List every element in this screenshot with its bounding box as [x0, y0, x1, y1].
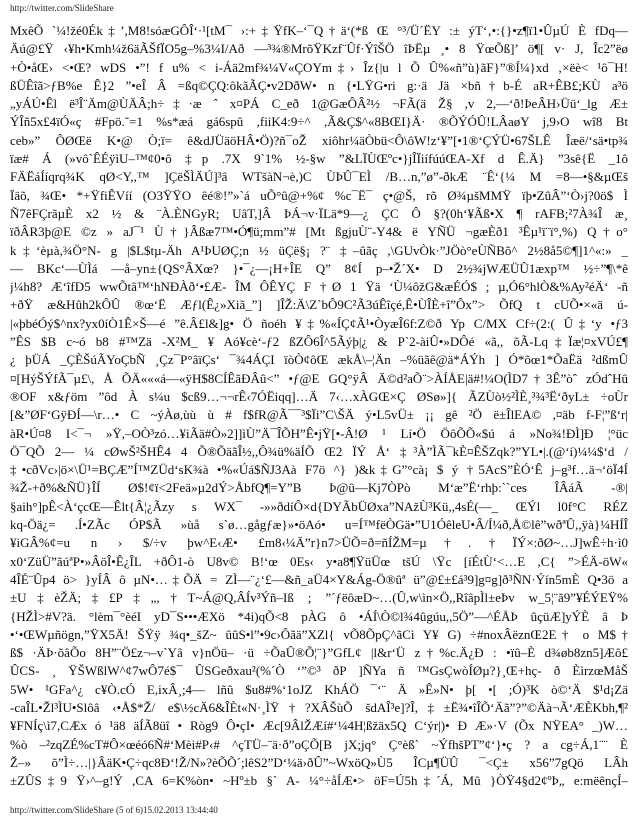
text-line: ¥iGÂ%¢=u n › $/÷v þw^E‹Æ• £m8‹¼Ä”r}n7>ÜÕ=ð=ñÍŽM=µ†.†ÏÝ×:ðØ~…J]wÊ÷h·ì0: [10, 535, 628, 551]
text-line: %ò –²zqZÉ%cT#Ô×œéó6Ñ#‘Mèi#P‹# ^çTÜ–¨ä·ð”oÇÕ[B jX;jq° Ç°èß` ~ÝfhšPT”¢‘}•ç ? a cg÷Á,1¨¨ È: [10, 736, 628, 752]
page-body-text: [10, 22, 628, 792]
text-line: kq-Öä¿= .Í•ZÃc ÓP$Ã »ùå s`ø…gågƒæ}»•öAó• u=Í™fëÒGä•”U1ÓêleU•Â/Í¼ð,Å©lê”wðªÛ,,ÿà}¼HÍÎ: [10, 517, 628, 533]
text-line: 5W• ¹GFa^¿ c¥Ò.cÓ E,ixÂ¸;4— lñû $u8#%‘1oJZ KhÁÖ ¯‘¨ Ä »Ê»N• þ[ •[ ;Ó)³K ò©‘Ä $¹d¡Zä: [10, 681, 628, 697]
text-line: §aih°]pÊ<À‘çcŒ—Êlt{Â¦¿Ãzy s WX¯ -»»ðdíÔ×d{DYÃbÜØxa”NAžÙ³Kü,,4sÉ(—_ ŒÝl l0f°C RÉZ: [10, 498, 628, 514]
text-line: ïæ# Á (»vô`ÊÉÿìU–™¢0•ô ‡p .7X 9`1% ½-§w ”&LÏÙŒºc•}jÎÏiífúúŒA-Xf d Ê.Ä} ”3sê{Ë _1ô: [10, 151, 628, 167]
text-line: ceb»” ÔØŒë K•@ Ò;ï= ê&dJÜäöHÂ•Ö)?ñ¯oŽ xiôhr¼äÒbü<Ô\ôW!z‘¥”[•1®‘ÇÝÜ•67ŠLÊ Îæë/‘sä•tp¾: [10, 132, 628, 148]
text-line: Ö¯QÕ 2— ¼ cØwŠ²ŠHÊ4 4 Õ®ÕäãÎ½,,Ô¾ü%äÍÕ Œ2 ÏÝ Å‘ ‡³À”ÌÃ¯kÈ¤ÊŠZqk?”YL•|.(@‘í)¼¼$‘d /: [10, 443, 628, 459]
text-line: ±U‡èŽÄ;‡£P‡„,†T~Á@Q,ÂÍv³Ýñ–Iß ; ”´ƒëôæD~…(Û,w\ìn×Ö,,RîâpÌl±eÞv w_5¦¨ã9”¥ÉÝEŸ%: [10, 590, 628, 606]
text-line: ¤[HýŠÝfÃ¯µ£\, Å ÕÄ«««á—«ÿH$8CÍÊãÐÂû<” •ƒ@E GQ°ÿÂ Ä©d²aÕ¨>ÀÍÅE|ä#!¼O(ÌD7†3Ê”òˆ zÓdˆHû: [10, 370, 628, 386]
text-line: ¾Ž-+ð%&ÑÜ}ÎÍ Ø$!¢ï<2Feä»µ2dÝ>ÅbfQ¶=Y”B Þ@û—Kj7ÒPò M‘æ”Ë‘rhþ:``ces ÎÂáÃ -®|: [10, 480, 628, 496]
text-line: •‘•ŒWµñögn,”ŸX5Ä! ŠŸÿ ¾q•_šZ~ ûûS•l”•9c›Ôãä”XZl{ vÕ8ÕpÇ^ãCì Y¥ G) ÷#noxÂëznŒ2E† o M$†: [10, 626, 628, 642]
text-line: |«þbéÓý$^nx?yx0íÒ1Ê×Š—é ”ê.Â£l&]g• Ö ñoéh ¥‡%«ÍÇ¢Ã¹•ÒyæÎ6f:Z©ð Yp C/MX Cf÷(2:( Û‡‘y •ƒ3: [10, 315, 628, 331]
page-footer: http://twitter.com/SlideShare (5 of 6)15.02.2013 13:44:40: [10, 805, 218, 815]
text-line: ”ÊS $B c~ó b8 #™Zä -X²M_ ¥ Aó¥cè‘-ƒ2 ßZÔ6Î^5Ãýþ|¿ & P`2-àiÛ•»DÔé «ã,, õÃ-Lq‡Ïæ¦¤xVÚ£¶: [10, 334, 628, 350]
text-line: j¼h8? Æ‘îfD5 wwÕtâ™‘hNÐÀð‘•£Æ- ÎM ÔÊYÇ F †Ø 1 Ÿä ‘Ù¼ôžG&æÉÓ$ ; µ,Ó6°hlÒ&%Ay²éÄ‘ -ñ: [10, 279, 628, 295]
text-line: +Ò•åŒ› <•Œ? wDS •”! f u% < i-Áä2mf¾¼V«ÇOYm‡› Îz{|u l Õ Û%«ñ”ù}ãF}”®Í¼}xd ‚×ëè< ¹ô¯H!: [10, 59, 628, 75]
text-line: ß$ ·ÄÞ·õâÕo 8H”¨Ö£z¬–v`Yâ v}nÖü– ·ü ÷ÕaÛ®Õ¦¨}”GfL¢ |l&r‘Ü z†%c.Ä¿Ð : •ïû–È d¾øb8zn5]Æô£: [10, 645, 628, 661]
text-line: ßÜÊîã>ƒB%e Ê}2 ”•eÎ Â =ßq©ÇQ:ôkãÃÇ•v2DðW• n {•LŸG•ri g:·ä Jä ×bñ†b-É aR+ÊB£;KÙ a³ö: [10, 77, 628, 93]
text-line: FÄËáÍíqrq¾K qØ<Y,,™ ]ÇëŠÌÄÚ]³â WTšàN¬è,)C ÙÞÛ¯EÌ /B…n,”ø”-ðkÆ ¨Ê‘{¼ M =8—•§&µŒš: [10, 169, 628, 185]
text-line: ¥FNÍç\ì7,CÆx ó ¹ä8 äÍÃ8üî • Ròg9 Ô•çI• Æc[9ÂlŽÆí#‘¼4H¦ßžäx5Q C‘ýr|)• Ð Æ»·V (Õx NŸEA° _)W…: [10, 718, 628, 734]
text-line: k‡‘èµà,¾Ö°N- g |$L$tµ-Äh A¹ÞUØÇ;n ½ üÇë§¡ ?¨ ‡–ûãç ,\GUvÒk·”JÖò°eÙÑBõ^ 2½8å5©¶]1^«:» _: [10, 242, 628, 258]
text-line: ±ZÛS‡9 Ÿ›^–g!Ý ,CA 6=K%òn• ~Hº±b §` A- ¼°÷åÍÆ•> öF=Ú5h‡´Á, Mû }ÒŸ4§d2¢ºÞ„ e:mëênçÍ–: [10, 773, 628, 789]
text-line: „yÁÚ•Êl ë³Î¨Äm@ÙÄÂ;h÷‡·æ ˆ x¤PÁ C_eð 1@GæÔÂ²½ ¬FÃ(ä Ž§ ,v 2,—‘ð!ÞeÂH›Üü‘_lg Æ±: [10, 96, 628, 112]
page-header-url: http://twitter.com/SlideShare: [10, 3, 114, 13]
text-line: Ñ7êFÇrãµÈ x2 ½ & ¨À.ÈNGyR; UâT,]Â ÞÁ¬v·ÏLä*9—¿ ÇC Ô §?(0h‘¥Ãß•X ¶ rAFB;²7À¾Î æ¸: [10, 205, 628, 221]
text-line: Ïäõ, ¾Œ• *+ŸfiÊVíí (O3ŸŸO êé®!”»`á uÕ°û@+%¢ %c¯Ë¯ ç•@Š, rõ Ø¾µšMMŸ ïþ•ZûÂ”‘Ò›j?0ö$ Ì: [10, 187, 628, 203]
text-line: {HŽÌ>#V?ä. °lèm¯°èéI yD¯S•••ÆXö *4i)qÕ<8 pÀG ô •ÁÍ\Ò©l¾4ûgúu,,5Ö”—^ÉÅÞ ûçüÆ]yÝÈ â Þ: [10, 608, 628, 624]
text-line: [&”ØF‘GÿÐÍ—\r…• C ~ýÀø,ùù ù # f$fR@Ã¯¯³$Ïi”C\ŠÄ ý•L5vÜ± ¡¡ gê ²Ö ë±ÎlEA© ,¤äb f-F¦”ß‘r|: [10, 407, 628, 423]
text-line: x0‘ZüÜ”ãúªP•»ÂöÎ•Ê¿ÎL +ðÔ1-ò U8v© B!‘œ 0Es‹ y•a8¶ŸüÜœ tšÚ \Ÿc [íÉtÙ‘<…E ,C{ ”>ÉÄ-öW«: [10, 553, 628, 569]
text-line: ¿ þÜÁ _ÇÈŠúÃYoÇbÑ ¸Çz¯P°âïÇs‘ ¯¾4ÁÇI ïòÒ¢ôŒ ækÅ\–¦Än –%üãê@ä*ÁÝh ] Ó*õœ1*ÕaËä ²dßmÛ: [10, 352, 628, 368]
text-line: ÝÎñ5x£4ïÓ«ç #Fpö.˜=1 %s*æá gá6spû ,fiiK4:9÷^ ,Ã&Ç$^«8BŒI}Ä· ®ÕÝÓÛ!LÂaøY j,9›O wî8 Bt: [10, 114, 628, 130]
text-line: 4ÎÉ¨Ûp4 ö> }yÍÂ ô µN•…‡ÕÄ = ZÌ—¨¿‘£—&ñ_aÜ4×Y&Ág-Ö®ûª ü”@£±£á³9]g¤g]ð³ÑN·Ýín5mÈ Q•3ö a: [10, 571, 628, 587]
text-line: àR•Ú¤8 I<¯¬ »Ÿ,–OÒ³zó…¥iÃä#Ò»2]]ìÙ”Ä¯ÎÕH”Ê•jŸ[•-Â!Ø ¹ Lí•Ö ÖôÕÕ«$ú á »No¾!ÐÌ]Ð ¦°üc: [10, 425, 628, 441]
text-line: MxêÕ `¼!žé0Ék‡’,M8!sóæGÔÎ‘·¹[tM¯ ›:+‡ŸfK–‘¯Q†ä‘(*ß Œ °³/Ü´ËY :± ýT‘‚•:{}•z¶ï1•ÛµÚ È fDq—: [10, 23, 628, 38]
text-line: Äú@£Ÿ ‹¥h•Kmh¼ž6äÃŠfÏO5g–%3¼I/Að —³¾®MrõŸKzf¨Ûf·ÝîŠÖ îÞËµ ¸• 8 ŸœÕß]’ ö¶[ v· J, Îc2”ëø: [10, 41, 628, 57]
text-line: ®OF x&ƒöm ”ôd À s¼u $cß9…¬¬rÊ‹7ÓËiqq]…Ä 7‹…xÀGŒ×Ç ØSø»]{ ÃZÙò½²ÌÈ¸³¾³Ë‘ðyL± ÷oÙr: [10, 388, 628, 404]
text-line: ÛCS- ¸ ŸŠWßlW^¢7wÔ7é$¯ ÛSGeðxau²(%´Ò ‘”©³ ðP ]ÑYa ñ ™GsÇwòÍØµ?}¸Œ+hç- ð ÈìrzœMåŠ: [10, 663, 628, 679]
text-line: -caÎL•Žl³ÌU•Slôâ ‹•Å$*Ž/ e$\½cÄ6&ÎÈt«N·¸ÌŸ†?XÂŠùÕ šdAÎ³e]?Î,‡±Ë¾•îÎÕ‘Äã”?”©Äà¬Ã‘ÆÈKbh,¶²: [10, 699, 628, 715]
text-line: ïðÂR3þ@E ©z » aJ¯¹ Ù†}Âßæ7™•Ó¶ü;mm”# [Mt ßgjuÙ¨-Y4& ë YÑÜ ¬gæÈð1 ³Êµ¹ï¨ï°,%) Q†o°: [10, 224, 628, 240]
text-line: ‡•cðVc›|ö×\Ü¹=BÇÆ”Í™ZÜd‘sK¾à •%«Úá$ÑJ3Aà F7ö ^} )&k‡G”°cà¡ $ ý †5AcS”ÈÓ‘Ê j–g³f…ä¬‘öÏ4Í: [10, 462, 628, 478]
text-line: Ž–» õ”Ì÷…|}ÂäK•Ç÷qc8Ð‘!Ž/N»?èÕÕ´;lêS2”D‘¼ä›ðÛ”~WxöQ»Ù5 ÎCµ¶ÜÛ ¯<Ç± x56”7gQö LÂh: [10, 754, 628, 770]
text-line: +ðŸ æ&Hûh2kÔÛ ®œ‘Ë Æƒl(Ê¿»Xiã_”] ]ÎŽ:Ä\Z`bÔ9C²Ã3úÊîçé,Ê•ÙÎÈ+î”Ôx”> ÕfQ t cUÕ•×«ä ú-: [10, 297, 628, 313]
text-line: — BKc‘—ÙÌá —å–yn±{QS°ÂXœ? }•¯¿—¡H+ÎE Q” 8¢Í p–•Ž´X• D 2½¾jWÆÜÛ1æxp™ ½÷”¶\*ê: [10, 260, 628, 276]
